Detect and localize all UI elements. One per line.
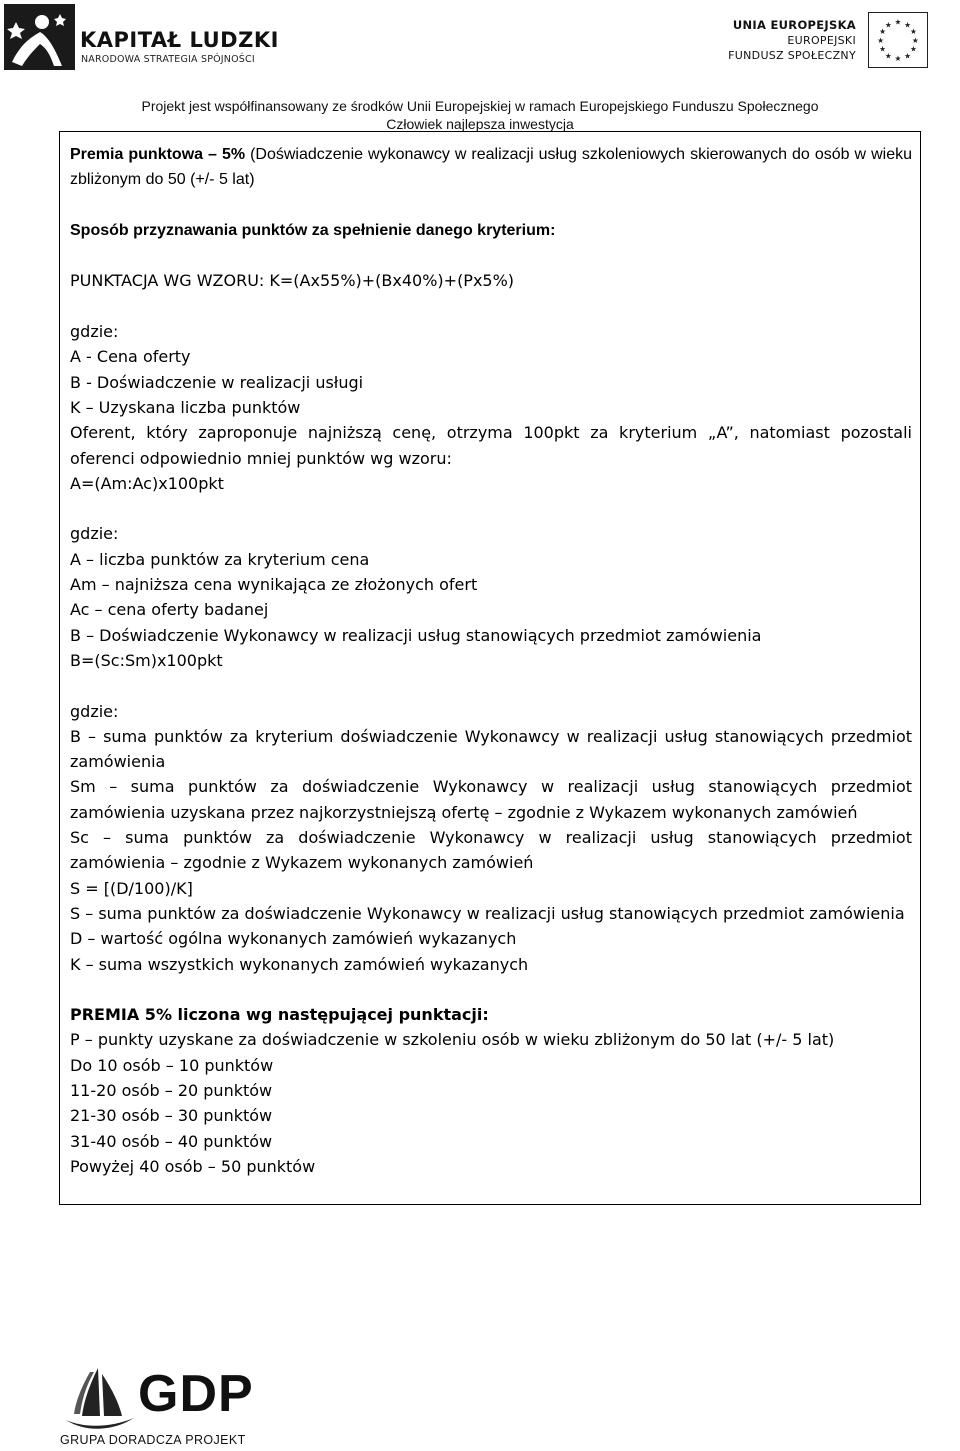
svg-text:★: ★ <box>879 44 887 54</box>
formula-s: S = [(D/100)/K] <box>70 878 193 898</box>
svg-text:★: ★ <box>884 51 892 61</box>
tier-item: Do 10 osób – 10 punktów <box>70 1055 274 1075</box>
gdp-logo-subtitle: GRUPA DORADCZA PROJEKT <box>60 1433 246 1447</box>
k-definition: K – suma wszystkich wykonanych zamówień wykazanych <box>70 954 529 974</box>
definition-k: K – Uzyskana liczba punktów <box>70 397 301 417</box>
tier-item: 21-30 osób – 30 punktów <box>70 1106 273 1126</box>
program-motto: Człowiek najlepsza inwestycja <box>386 116 574 132</box>
where-label-1: gdzie: <box>70 322 119 342</box>
formula-a: A=(Am:Ac)x100pkt <box>70 473 224 493</box>
svg-text:★: ★ <box>904 20 912 30</box>
svg-text:★: ★ <box>911 35 919 45</box>
eu-logo-line2: EUROPEJSKI <box>787 34 856 47</box>
svg-text:★: ★ <box>894 54 902 64</box>
kapital-ludzki-subtitle: NARODOWA STRATEGIA SPÓJNOŚCI <box>81 54 255 65</box>
definition-a: A - Cena oferty <box>70 347 191 367</box>
tier-item: 11-20 osób – 20 punktów <box>70 1080 273 1100</box>
svg-text:★: ★ <box>894 17 902 27</box>
premia-heading-rest: (Doświadczenie wykonawcy w realizacji usług szkoleniowych skierowanych do osób w wieku zbliżonym do 50 (+/- 5 lat) <box>70 146 912 189</box>
method-heading: Sposób przyznawania punktów za spełnienie danego kryterium: <box>70 221 556 239</box>
s-definition: S – suma punktów za doświadczenie Wykonawcy w realizacji usług stanowiących przedmiot zamówienia <box>70 903 905 923</box>
gdp-logo-title: GDP <box>138 1365 254 1423</box>
eu-logo-line1: UNIA EUROPEJSKA <box>732 18 856 32</box>
content-box <box>59 131 921 1205</box>
where-label-3: gdzie: <box>70 701 119 721</box>
svg-text:★: ★ <box>877 35 885 45</box>
svg-text:★: ★ <box>909 27 917 37</box>
where-label-2: gdzie: <box>70 524 119 544</box>
content-body <box>70 142 912 1179</box>
tier-item: 31-40 osób – 40 punktów <box>70 1131 273 1151</box>
cofinancing-statement: Projekt jest współfinansowany ze środków Unii Europejskiej w ramach Europejskiego Funduszu Społecznego <box>141 98 819 114</box>
eu-logo-text <box>728 18 856 63</box>
svg-text:★: ★ <box>904 51 912 61</box>
definition-b: B - Doświadczenie w realizacji usługi <box>70 372 364 392</box>
am-definition: Am – najniższa cena wynikająca ze złożonych ofert <box>70 575 478 595</box>
p-definition: P – punkty uzyskane za doświadczenie w szkoleniu osób w wieku zbliżonym do 50 lat (+/- 5 lat) <box>70 1030 835 1050</box>
sm-definition: Sm – suma punktów za doświadczenie Wykonawcy w realizacji usług stanowiących przedmiot zamówienia uzyskana przez najkorzystniejszą ofertę – zgodnie z Wykazem wykonanych zamówień <box>70 777 912 822</box>
svg-text:★: ★ <box>879 27 887 37</box>
tier-item: Powyżej 40 osób – 50 punktów <box>70 1156 316 1176</box>
eu-logo-line3: FUNDUSZ SPOŁECZNY <box>728 49 856 62</box>
formula-main: PUNKTACJA WG WZORU: K=(Ax55%)+(Bx40%)+(Px5%) <box>70 271 515 291</box>
eu-flag-icon <box>868 12 928 68</box>
formula-b: B=(Sc:Sm)x100pkt <box>70 650 223 670</box>
svg-text:★: ★ <box>884 20 892 30</box>
svg-text:★: ★ <box>909 44 917 54</box>
premia-calc-heading: PREMIA 5% liczona wg następującej punktacji: <box>70 1005 489 1025</box>
d-definition: D – wartość ogólna wykonanych zamówień wykazanych <box>70 929 517 949</box>
b-definition: B – Doświadczenie Wykonawcy w realizacji usług stanowiących przedmiot zamówienia <box>70 625 762 645</box>
kapital-ludzki-logo-icon <box>2 2 77 72</box>
premia-heading-bold: Premia punktowa – 5% <box>70 146 246 163</box>
gdp-sail-logo-icon <box>60 1364 140 1434</box>
a-definition: A – liczba punktów za kryterium cena <box>70 549 370 569</box>
b-sum-definition: B – suma punktów za kryterium doświadczenie Wykonawcy w realizacji usług stanowiących przedmiot zamówienia <box>70 726 912 772</box>
page-header <box>0 0 960 140</box>
ac-definition: Ac – cena oferty badanej <box>70 600 269 620</box>
kapital-ludzki-title: KAPITAŁ LUDZKI <box>80 28 279 52</box>
premia-heading <box>70 142 912 193</box>
sc-definition: Sc – suma punktów za doświadczenie Wykonawcy w realizacji usług stanowiących przedmiot zamówienia – zgodnie z Wykazem wykonanych zamówień <box>70 828 912 873</box>
offer-text: Oferent, który zaproponuje najniższą cenę, otrzyma 100pkt za kryterium „A”, natomiast pozostali oferenci odpowiednio mniej punktów wg wzoru: <box>70 423 912 468</box>
